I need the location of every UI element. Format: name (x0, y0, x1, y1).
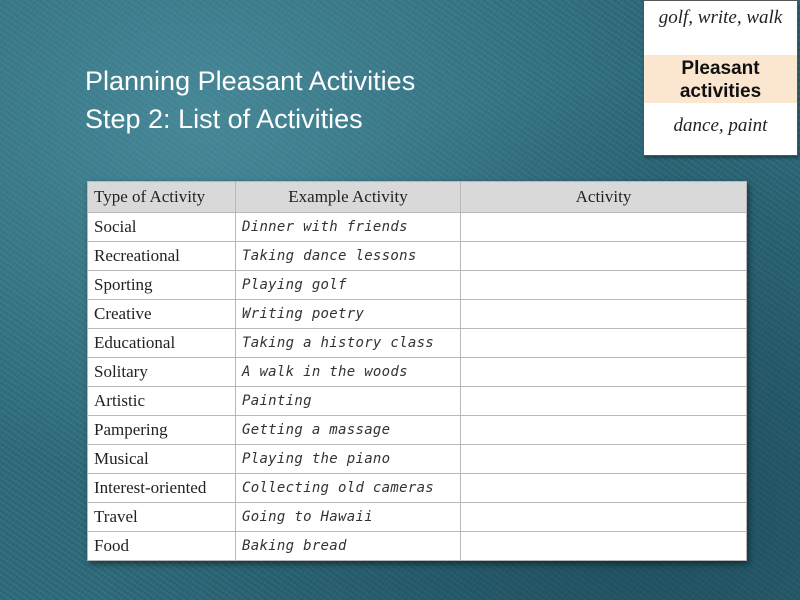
activity-cell[interactable] (461, 242, 747, 271)
callout-label-line-1: Pleasant (681, 58, 760, 79)
callout-label-line-2: activities (679, 81, 762, 102)
header-type-of-activity: Type of Activity (88, 182, 236, 213)
example-cell: Writing poetry (236, 300, 461, 329)
callout-examples-bottom: dance, paint (673, 115, 768, 136)
type-cell: Travel (88, 503, 236, 532)
table-row (88, 387, 747, 416)
type-cell: Sporting (88, 271, 236, 300)
slide-title-line-1: Planning Pleasant Activities (85, 66, 416, 96)
table-row (88, 445, 747, 474)
example-cell: Playing golf (236, 271, 461, 300)
slide-title-line-2: Step 2: List of Activities (85, 104, 363, 134)
activity-cell[interactable] (461, 300, 747, 329)
type-cell: Interest-oriented (88, 474, 236, 503)
example-cell: Taking dance lessons (236, 242, 461, 271)
activity-cell[interactable] (461, 329, 747, 358)
table-row (88, 532, 747, 561)
type-cell: Musical (88, 445, 236, 474)
table-row (88, 271, 747, 300)
example-cell: Going to Hawaii (236, 503, 461, 532)
activity-cell[interactable] (461, 416, 747, 445)
type-cell: Social (88, 213, 236, 242)
example-cell: A walk in the woods (236, 358, 461, 387)
header-activity: Activity (461, 182, 747, 213)
table-header (88, 182, 747, 213)
activity-cell[interactable] (461, 213, 747, 242)
type-cell: Pampering (88, 416, 236, 445)
table-row (88, 503, 747, 532)
activity-cell[interactable] (461, 387, 747, 416)
example-cell: Painting (236, 387, 461, 416)
example-cell: Baking bread (236, 532, 461, 561)
activity-cell[interactable] (461, 532, 747, 561)
table-row (88, 329, 747, 358)
example-cell: Taking a history class (236, 329, 461, 358)
table-body (88, 213, 747, 561)
table-row (88, 300, 747, 329)
example-cell: Dinner with friends (236, 213, 461, 242)
callout-label (644, 55, 797, 103)
example-cell: Getting a massage (236, 416, 461, 445)
header-row (88, 182, 747, 213)
table-row (88, 213, 747, 242)
activity-cell[interactable] (461, 271, 747, 300)
slide-title (85, 62, 415, 138)
type-cell: Food (88, 532, 236, 561)
type-cell: Solitary (88, 358, 236, 387)
activity-cell[interactable] (461, 445, 747, 474)
pleasant-activities-callout (643, 0, 798, 156)
table-row (88, 242, 747, 271)
table-row (88, 358, 747, 387)
type-cell: Recreational (88, 242, 236, 271)
table-row (88, 474, 747, 503)
example-cell: Collecting old cameras (236, 474, 461, 503)
example-cell: Playing the piano (236, 445, 461, 474)
header-example-activity: Example Activity (236, 182, 461, 213)
activity-cell[interactable] (461, 503, 747, 532)
activity-table (87, 181, 747, 561)
callout-examples-top: golf, write, walk (658, 7, 783, 28)
type-cell: Creative (88, 300, 236, 329)
activity-cell[interactable] (461, 474, 747, 503)
type-cell: Artistic (88, 387, 236, 416)
type-cell: Educational (88, 329, 236, 358)
table-row (88, 416, 747, 445)
activity-cell[interactable] (461, 358, 747, 387)
